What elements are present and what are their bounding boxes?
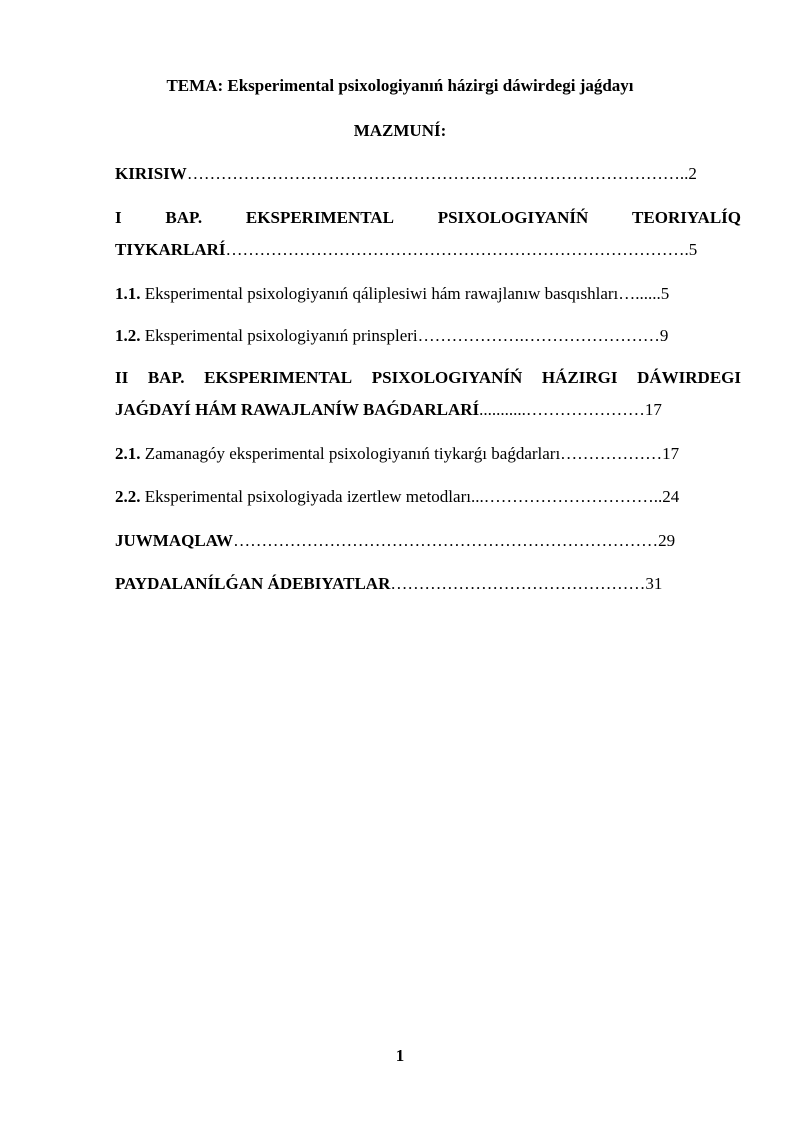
toc-entry-chapter2-continuation[interactable]: [115, 400, 662, 420]
toc-entry-section-1-2[interactable]: [115, 326, 668, 346]
toc-intro-leader: ……………………………………………………………………………..2: [186, 164, 697, 183]
toc-ch2-word: PSIXOLOGIYANÍŃ: [371, 368, 523, 387]
document-title: TEMA: Eksperimental psixologiyanıń házirgi dáwirdegi jaǵdayı: [166, 76, 634, 95]
toc-intro-label: KIRISIW: [115, 164, 187, 183]
toc-ch1-label: TIYKARLARÍ: [115, 240, 226, 259]
toc-entry-references[interactable]: [115, 574, 662, 594]
toc-entry-chapter2-heading[interactable]: [115, 368, 741, 388]
toc-conclusion-leader: …………………………………………………………………29: [233, 531, 676, 550]
toc-ch1-word: EKSPERIMENTAL: [245, 208, 394, 227]
toc-ch2-label: JAǴDAYÍ HÁM RAWAJLANÍW BAǴDARLARÍ: [115, 400, 480, 419]
toc-s2-1-text: Zamanagóy eksperimental psixologiyanıń tiykarǵı baǵdarları………………17: [140, 444, 680, 463]
toc-ch1-word: BAP.: [165, 208, 203, 227]
toc-ch1-leader: ……………………………………………………………………….5: [225, 240, 698, 259]
toc-entry-section-1-1[interactable]: [115, 284, 669, 304]
toc-entry-chapter1-heading[interactable]: [115, 208, 741, 228]
toc-entry-conclusion[interactable]: [115, 531, 675, 551]
toc-conclusion-label: JUWMAQLAW: [115, 531, 234, 550]
toc-ch2-word: HÁZIRGI: [541, 368, 618, 387]
toc-ch1-word: TEORIYALÍQ: [632, 208, 742, 227]
toc-references-leader: ………………………………………31: [390, 574, 663, 593]
toc-s2-2-text: Eksperimental psixologiyada izertlew metodları...…………………………..24: [140, 487, 680, 506]
toc-s1-1-num: 1.1.: [115, 284, 141, 303]
toc-s1-2-text: Eksperimental psixologiyanıń prinspleri……………….……………………9: [140, 326, 669, 345]
toc-s2-1-num: 2.1.: [115, 444, 141, 463]
toc-s1-2-num: 1.2.: [115, 326, 141, 345]
contents-heading: MAZMUNÍ:: [353, 121, 447, 140]
toc-entry-section-2-2[interactable]: [115, 487, 679, 507]
toc-ch2-word: II: [115, 368, 129, 387]
toc-references-label: PAYDALANÍLǴAN ÁDEBIYATLAR: [115, 574, 391, 593]
toc-ch1-word: PSIXOLOGIYANÍŃ: [437, 208, 589, 227]
toc-ch1-word: I: [115, 208, 122, 227]
toc-ch2-leader: ...........…………………17: [479, 400, 662, 419]
toc-entry-intro[interactable]: [115, 164, 697, 184]
toc-entry-section-2-1[interactable]: [115, 444, 679, 464]
toc-ch2-word: BAP.: [147, 368, 185, 387]
toc-entry-chapter1-continuation[interactable]: [115, 240, 697, 260]
toc-ch2-word: DÁWIRDEGI: [637, 368, 741, 387]
toc-s2-2-num: 2.2.: [115, 487, 141, 506]
toc-s1-1-text: Eksperimental psixologiyanıń qáliplesiwi hám rawajlanıw basqıshları…......5: [140, 284, 670, 303]
toc-ch2-word: EKSPERIMENTAL: [204, 368, 353, 387]
page-number: 1: [395, 1046, 405, 1065]
